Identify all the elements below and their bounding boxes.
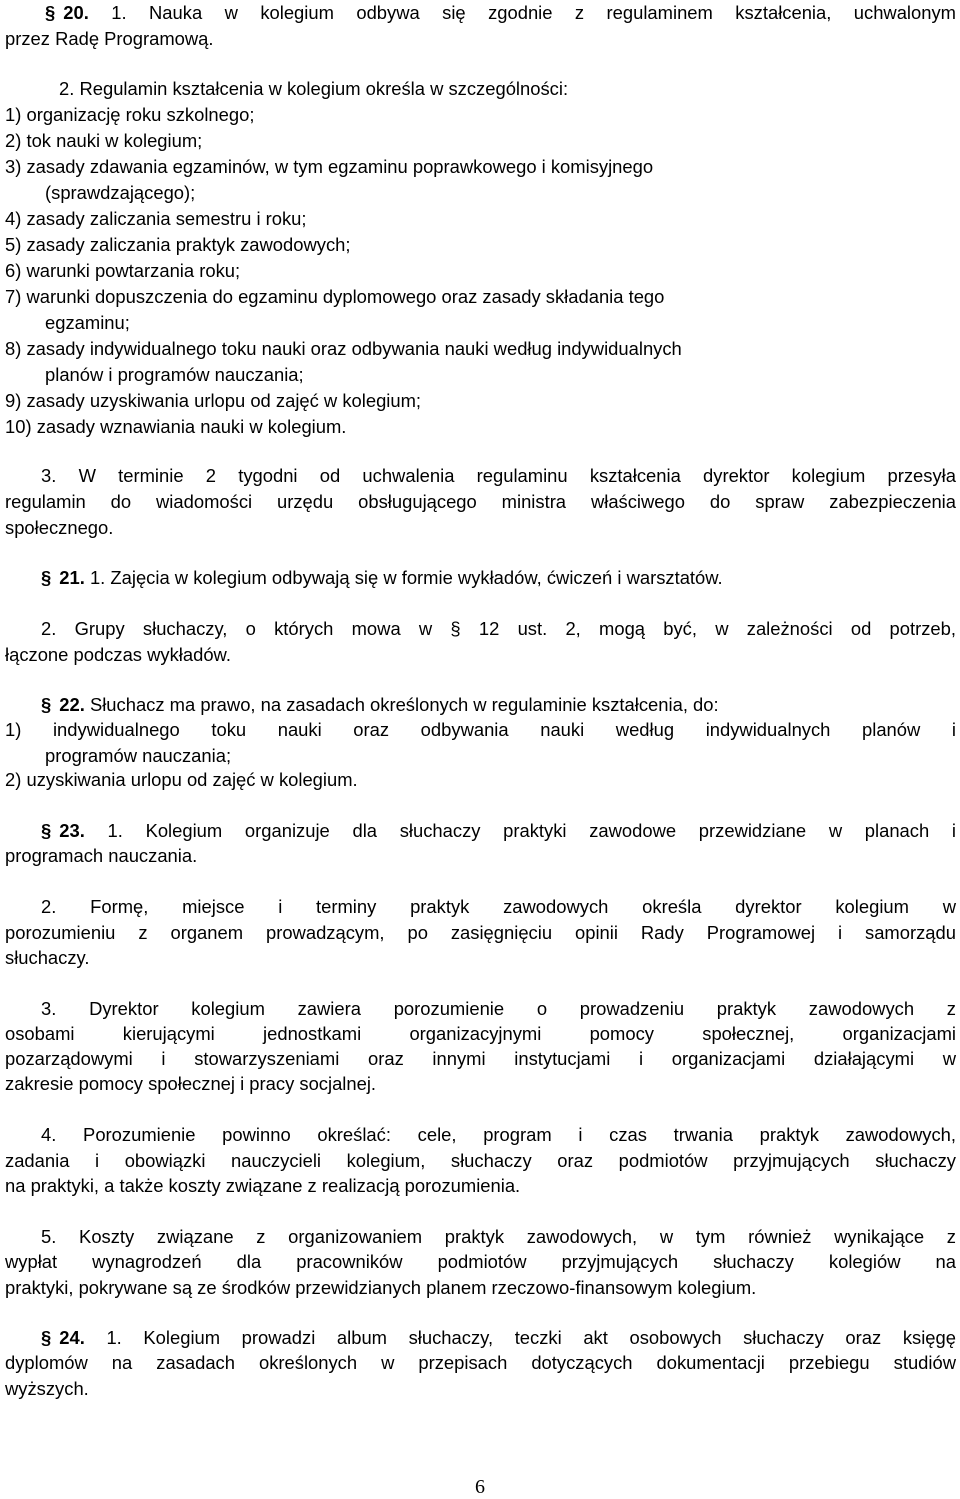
section-23-p1-line-1 <box>5 818 956 844</box>
list-item: 9) zasady uzyskiwania urlopu od zajęć w kolegium; <box>5 390 422 411</box>
paragraph-text: Kolegium prowadzi album słuchaczy, teczki akt osobowych słuchaczy oraz księgę <box>143 1327 956 1348</box>
list-item: 10) zasady wznawiania nauki w kolegium. <box>5 416 347 437</box>
section-number: 21. <box>59 567 85 588</box>
paragraph-text: Dyrektor kolegium zawiera porozumienie o prowadzeniu praktyk zawodowych z <box>89 998 956 1019</box>
paragraph-number: 1. <box>89 567 106 588</box>
paragraph-text: Grupy słuchaczy, o których mowa w § 12 ust. 2, mogą być, w zależności od potrzeb, <box>74 618 956 639</box>
section-23-p5-line-3: praktyki, pokrywane są ze środków przewidzianych planem rzeczowo-finansowym kolegium. <box>5 1277 757 1298</box>
section-sign: § <box>41 820 52 841</box>
section-number: 20. <box>63 2 89 23</box>
paragraph-text: Formę, miejsce i terminy praktyk zawodowych określa dyrektor kolegium w <box>90 896 956 917</box>
list-item: 6) warunki powtarzania roku; <box>5 260 241 281</box>
section-23-p4-line-2: zadania i obowiązki nauczycieli kolegium, słuchaczy oraz podmiotów przyjmujących słuchaczy <box>5 1150 956 1171</box>
section-21-p1 <box>5 565 956 591</box>
paragraph-number: 2. <box>41 618 57 639</box>
paragraph-text: Nauka w kolegium odbywa się zgodnie z regulaminem kształcenia, uchwalonym <box>149 2 956 23</box>
section-20-p3-line-2: regulamin do wiadomości urzędu obsługującego ministra właściwego do spraw zabezpieczenia <box>5 491 956 512</box>
list-item: 1) indywidualnego toku nauki oraz odbywania nauki według indywidualnych planów i <box>5 719 956 740</box>
section-number: 24. <box>59 1327 85 1348</box>
paragraph-number: 3. <box>41 465 57 486</box>
paragraph-text: Regulamin kształcenia w kolegium określa w szczególności: <box>79 78 569 99</box>
section-23-p4-line-3: na praktyki, a także koszty związane z realizacją porozumienia. <box>5 1175 521 1196</box>
list-item: 2) uzyskiwania urlopu od zajęć w kolegium. <box>5 769 358 790</box>
section-number: 23. <box>59 820 85 841</box>
section-23-p1-line-2: programach nauczania. <box>5 845 198 866</box>
list-item: 3) zasady zdawania egzaminów, w tym egzaminu poprawkowego i komisyjnego <box>5 156 654 177</box>
page-number: 6 <box>475 1476 485 1498</box>
list-item-continuation: (sprawdzającego); <box>45 182 196 203</box>
section-23-p5-line-2: wypłat wynagrodzeń dla pracowników podmiotów przyjmujących słuchaczy kolegiów na <box>5 1251 956 1272</box>
paragraph-number: 1. <box>107 820 123 841</box>
paragraph-number: 5. <box>41 1226 57 1247</box>
section-24-p1-line-2: dyplomów na zasadach określonych w przepisach dotyczących dokumentacji przebiegu studiów <box>5 1352 956 1373</box>
section-23-p3-line-3: pozarządowymi i stowarzyszeniami oraz innymi instytucjami i organizacjami działającymi w <box>5 1048 956 1069</box>
section-20-line-1 <box>5 0 956 26</box>
section-22-intro <box>5 692 956 718</box>
section-23-p4-line-1 <box>5 1122 956 1148</box>
section-number: 22. <box>59 694 85 715</box>
list-item-continuation: programów nauczania; <box>45 745 232 766</box>
list-item: 5) zasady zaliczania praktyk zawodowych; <box>5 234 351 255</box>
list-item-continuation: planów i programów nauczania; <box>45 364 304 385</box>
paragraph-text: W terminie 2 tygodni od uchwalenia regulaminu kształcenia dyrektor kolegium przesyła <box>78 465 956 486</box>
section-sign: § <box>41 567 52 588</box>
paragraph-text: Kolegium organizuje dla słuchaczy praktyki zawodowe przewidziane w planach i <box>145 820 956 841</box>
section-24-p1-line-1 <box>5 1325 956 1351</box>
section-23-p2-line-1 <box>5 894 956 920</box>
paragraph-text: Koszty związane z organizowaniem praktyk zawodowych, w tym również wynikające z <box>79 1226 956 1247</box>
section-23-p3-line-4: zakresie pomocy społecznej i pracy socjalnej. <box>5 1073 377 1094</box>
list-item: 4) zasady zaliczania semestru i roku; <box>5 208 307 229</box>
list-item: 7) warunki dopuszczenia do egzaminu dyplomowego oraz zasady składania tego <box>5 286 665 307</box>
paragraph-number: 1. <box>106 1327 122 1348</box>
paragraph-number: 2. <box>59 78 75 99</box>
paragraph-number: 4. <box>41 1124 57 1145</box>
list-item-continuation: egzaminu; <box>45 312 130 333</box>
paragraph-number: 3. <box>41 998 57 1019</box>
section-23-p3-line-1 <box>5 996 956 1022</box>
section-20-line-2: przez Radę Programową. <box>5 28 214 49</box>
paragraph-text: Porozumienie powinno określać: cele, program i czas trwania praktyk zawodowych, <box>83 1124 956 1145</box>
list-item: 1) organizację roku szkolnego; <box>5 104 255 125</box>
paragraph-text: Słuchacz ma prawo, na zasadach określonych w regulaminie kształcenia, do: <box>89 694 719 715</box>
section-sign: § <box>41 694 52 715</box>
section-23-p2-line-3: słuchaczy. <box>5 947 90 968</box>
section-21-p2-line-2: łączone podczas wykładów. <box>5 644 231 665</box>
section-20-p2-intro <box>5 76 956 102</box>
section-23-p2-line-2: porozumieniu z organem prowadzącym, po zasięgnięciu opinii Rady Programowej i samorządu <box>5 922 956 943</box>
list-item: 8) zasady indywidualnego toku nauki oraz odbywania nauki według indywidualnych <box>5 338 682 359</box>
paragraph-number: 1. <box>111 2 127 23</box>
section-23-p3-line-2: osobami kierującymi jednostkami organizacyjnymi pomocy społecznej, organizacjami <box>5 1023 956 1044</box>
section-24-p1-line-3: wyższych. <box>5 1378 89 1399</box>
paragraph-text: Zajęcia w kolegium odbywają się w formie wykładów, ćwiczeń i warsztatów. <box>110 567 723 588</box>
section-21-p2-line-1 <box>5 616 956 642</box>
section-20-p3-line-1 <box>5 463 956 489</box>
section-20-p3-line-3: społecznego. <box>5 517 114 538</box>
section-sign: § <box>45 2 56 23</box>
list-item: 2) tok nauki w kolegium; <box>5 130 203 151</box>
section-23-p5-line-1 <box>5 1224 956 1250</box>
section-sign: § <box>41 1327 52 1348</box>
paragraph-number: 2. <box>41 896 57 917</box>
